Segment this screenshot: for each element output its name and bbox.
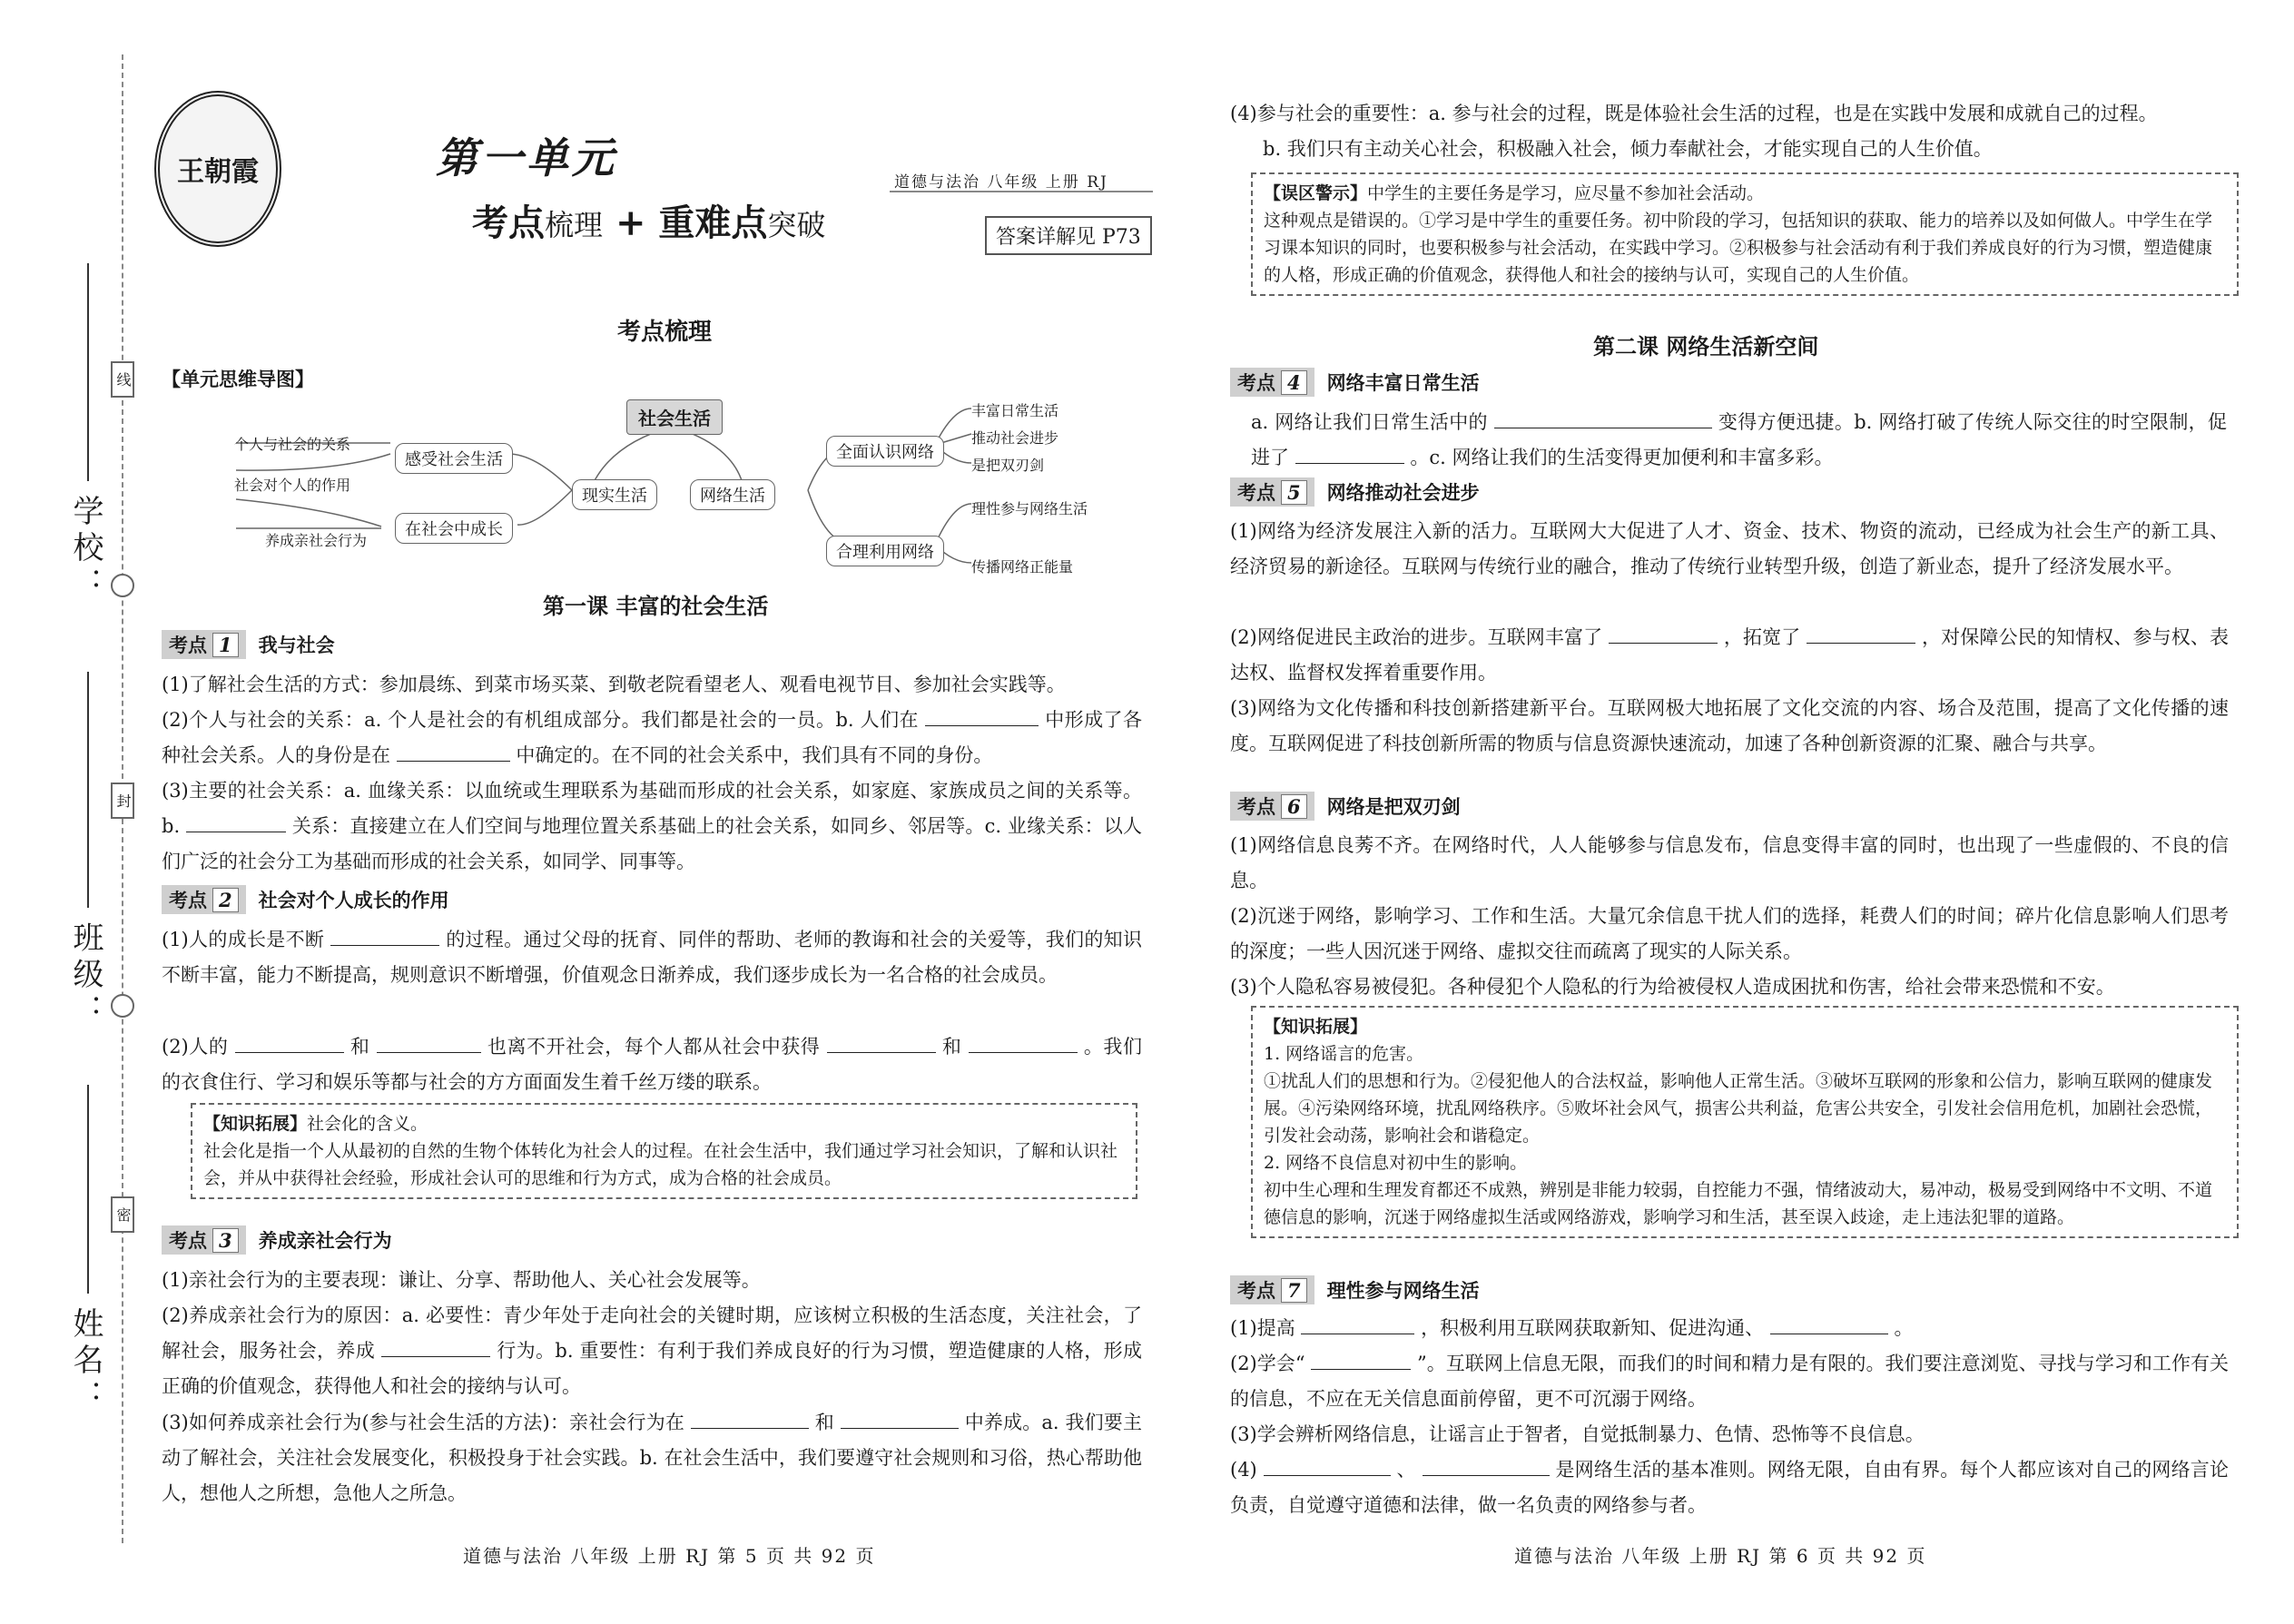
k7-p1-a: (1)提高 xyxy=(1230,1317,1295,1339)
kaodian-tag: 考点 xyxy=(169,889,207,911)
k2-p1-a: (1)人的成长是不断 xyxy=(162,929,325,950)
mindmap-rational-use: 合理利用网络 xyxy=(826,536,944,566)
k3-p3-b: 和 xyxy=(814,1412,834,1433)
k7-p1-b: ，积极利用互联网获取新知、促进沟通、 xyxy=(1421,1317,1765,1339)
kaodian-text: 我与社会 xyxy=(258,634,335,656)
fill-blank[interactable] xyxy=(381,1336,490,1357)
knowledge-box-body: 社会化是指一个人从最初的自然的生物个体转化为社会人的过程。在社会生活中，我们通过学习社会知识，了解和认识社会，并从中获得社会经验，形成社会认可的思维和行为方式，成为合格的社会成员。 xyxy=(203,1141,1118,1188)
brand-logo xyxy=(154,91,281,247)
r-para-4 xyxy=(1230,96,2229,167)
k2-p2-a: (2)人的 xyxy=(162,1036,229,1058)
class-blank[interactable] xyxy=(87,672,89,908)
k5-p2-b: ，拓宽了 xyxy=(1723,626,1801,648)
k7-para-4 xyxy=(1230,1452,2229,1523)
knowledge-box-item-4: 初中生心理和生理发育都还不成熟，辨别是非能力较弱，自控能力不强，情绪波动大，易冲动，极易受到网络中不文明、不道德信息的影响，沉迷于网络虚拟生活或网络游戏，影响学习和生活，甚至误入歧途，走上违法犯罪的道路。 xyxy=(1264,1180,2213,1227)
k4-p-c: 。c. 网络让我们的生活变得更加便利和丰富多彩。 xyxy=(1410,447,1834,468)
k7-para-2 xyxy=(1230,1346,2229,1417)
school-label: 学校： xyxy=(67,495,103,604)
name-blank[interactable] xyxy=(87,1085,89,1294)
subject-line: 道德与法治 八年级 上册 RJ xyxy=(894,173,1108,192)
kaodian-text: 养成亲社会行为 xyxy=(258,1229,392,1252)
fill-blank[interactable] xyxy=(1770,1314,1888,1334)
kaodian-num: 2 xyxy=(212,888,239,912)
k6-para-2: (2)沉迷于网络，影响学习、工作和生活。大量冗余信息干扰人们的选择，耗费人们的时间；碎片化信息影响人们思考的深度；一些人因沉迷于网络、虚拟交往而疏离了现实的人际关系。 xyxy=(1230,905,2229,962)
lesson-2-title: 第二课 网络生活新空间 xyxy=(1593,333,1819,359)
mindmap-feel-society: 感受社会生活 xyxy=(395,443,513,474)
r-p4-a: (4)参与社会的重要性：a. 参与社会的过程，既是体验社会生活的过程，也是在实践中发展和成就自己的过程。 xyxy=(1230,103,2158,124)
k3-p2-a: (2)养成亲社会行为的原因：a. 必要性：青少年处于走向社会的关键时期，应该树立积极的生活态度，关注社会，了解社会，服务社会，养成 xyxy=(162,1304,1142,1362)
kaodian-2 xyxy=(162,885,449,914)
fill-blank[interactable] xyxy=(1807,623,1915,644)
k1-para-2 xyxy=(162,703,1142,773)
k1-p3-a: (3)主要的社会关系：a. 血缘关系：以血统或生理联系为基础而形成的社会关系，如家庭、家族成员之间的关系等。b. xyxy=(162,780,1142,837)
fill-blank[interactable] xyxy=(235,1032,344,1053)
k7-p1-c: 。 xyxy=(1894,1317,1914,1339)
fill-blank[interactable] xyxy=(841,1408,959,1429)
k1-p2-a: (2)个人与社会的关系：a. 个人是社会的有机组成部分。我们都是社会的一员。b. 人们在 xyxy=(162,709,919,731)
k2-p1-b: 的过程。通过父母的抚育、同伴的帮助、老师的教诲和社会的关爱等，我们的知识不断丰富，能力不断提高，规则意识不断增强，价值观念日渐养成，我们逐步成长为一名合格的社会成员。 xyxy=(162,929,1142,986)
fill-blank[interactable] xyxy=(969,1032,1078,1053)
k7-p2-b: ”。互联网上信息无限，而我们的时间和精力是有限的。我们要注意浏览、寻找与学习和工作有关的信息，不应在无关信息面前停留，更不可沉溺于网络。 xyxy=(1230,1353,2230,1410)
mindmap-grow-in-society: 在社会中成长 xyxy=(395,513,513,544)
mindmap-leaf-2: 社会对个人的作用 xyxy=(234,477,351,494)
k5-para-3: (3)网络为文化传播和科技创新搭建新平台。互联网极大地拓展了文化交流的内容、场合及范围，提高了文化传播的速度。互联网促进了科技创新所需的物质与信息资源快速流动，加速了各种创新资源的汇聚、融合与共享。 xyxy=(1230,697,2229,754)
fill-blank[interactable] xyxy=(1423,1455,1550,1476)
title-part-a: 考点 xyxy=(472,202,545,244)
class-label: 班级： xyxy=(67,921,103,1030)
fill-blank[interactable] xyxy=(186,812,286,832)
title-part-d: 突破 xyxy=(767,208,826,242)
misconception-topic: 中学生的主要任务是学习，应尽量不参加社会活动。 xyxy=(1367,183,1765,203)
fill-blank[interactable] xyxy=(397,741,510,762)
mindmap-leaf-r2: 推动社会进步 xyxy=(971,429,1059,447)
binding-mark-line: 线 xyxy=(111,361,134,398)
kaodian-tag: 考点 xyxy=(1237,371,1275,394)
mindmap-leaf-r5: 传播网络正能量 xyxy=(971,558,1074,576)
k1-p3-b: 关系：直接建立在人们空间与地理位置关系基础上的社会关系，如同乡、邻居等。c. 业缘关系：以人们广泛的社会分工为基础而形成的社会关系，如同学、同事等。 xyxy=(162,815,1143,872)
k1-para-3 xyxy=(162,773,1142,880)
misconception-body: 这种观点是错误的。①学习是中学生的重要任务。初中阶段的学习，包括知识的获取、能力的培养以及如何做人。中学生在学习课本知识的同时，也要积极参与社会活动，在实践中学习。②积极参与社会活动有利于我们养成良好的行为习惯，塑造健康的人格，形成正确的价值观念，获得他人和社会的接纳与认可，实现自己的人生价值。 xyxy=(1264,211,2213,285)
kaodian-tag: 考点 xyxy=(1237,795,1275,818)
binding-mark-seal: 封 xyxy=(111,782,134,819)
k7-para-1 xyxy=(1230,1311,2229,1346)
mindmap-full-understand: 全面认识网络 xyxy=(826,436,944,467)
lesson-1-title: 第一课 丰富的社会生活 xyxy=(543,593,769,619)
footer-left: 道德与法治 八年级 上册 RJ 第 5 页 共 92 页 xyxy=(463,1545,876,1567)
kaodian-num: 4 xyxy=(1281,370,1307,395)
k1-p2-c: 中确定的。在不同的社会关系中，我们具有不同的身份。 xyxy=(516,744,993,766)
mindmap-leaf-r3: 是把双刃剑 xyxy=(971,457,1045,474)
knowledge-box-2 xyxy=(1251,1006,2239,1238)
knowledge-box-item-2: ①扰乱人们的思想和行为。②侵犯他人的合法权益，影响他人正常生活。③破坏互联网的形象和公信力，影响互联网的健康发展。④污染网络环境，扰乱网络秩序。⑤败坏社会风气，损害公共利益，危害公共安全，引发社会信用危机，加剧社会恐慌，引发社会动荡，影响社会和谐稳定。 xyxy=(1264,1071,2213,1146)
mindmap-root: 社会生活 xyxy=(626,399,723,435)
k3-p3-c: 中养成。a. 我们要主动了解社会，关注社会发展变化，积极投身于社会实践。b. 在社会生活中，我们要遵守社会规则和习俗，热心帮助他人，想他人之所想，急他人之所急。 xyxy=(162,1412,1142,1504)
section-title-kaodian: 考点梳理 xyxy=(617,319,713,346)
k2-para-2 xyxy=(162,1029,1142,1100)
knowledge-box-heading: 【知识拓展】 xyxy=(1264,1017,1368,1037)
kaodian-4 xyxy=(1230,368,1480,397)
k3-para-1: (1)亲社会行为的主要表现：谦让、分享、帮助他人、关心社会发展等。 xyxy=(162,1269,761,1291)
k7-para-3: (3)学会辨析网络信息，让谣言止于智者，自觉抵制暴力、色情、恐怖等不良信息。 xyxy=(1230,1423,1925,1445)
kaodian-text: 社会对个人成长的作用 xyxy=(258,889,449,911)
fill-blank[interactable] xyxy=(827,1032,936,1053)
logo-text: 王朝霞 xyxy=(177,156,259,188)
mindmap-label: 【单元思维导图】 xyxy=(162,368,314,390)
k3-p3-a: (3)如何养成亲社会行为(参与社会生活的方法)：亲社会行为在 xyxy=(162,1412,685,1433)
mindmap-real-life: 现实生活 xyxy=(572,479,657,510)
r-p4-b: b. 我们只有主动关心社会，积极融入社会，倾力奉献社会，才能实现自己的人生价值。 xyxy=(1263,138,1993,160)
misconception-box xyxy=(1251,172,2239,296)
kaodian-text: 网络丰富日常生活 xyxy=(1326,371,1480,394)
knowledge-box-item-3: 2. 网络不良信息对初中生的影响。 xyxy=(1264,1153,1528,1173)
title-plus: + xyxy=(615,202,646,244)
mindmap-leaf-r1: 丰富日常生活 xyxy=(971,402,1059,419)
k7-p4-b: 、 xyxy=(1396,1459,1416,1481)
kaodian-6 xyxy=(1230,792,1461,821)
k6-para-3: (3)个人隐私容易被侵犯。各种侵犯个人隐私的行为给被侵权人造成困扰和伤害，给社会带来恐慌和不安。 xyxy=(1230,976,2115,998)
k4-p-a: a. 网络让我们日常生活中的 xyxy=(1251,411,1488,433)
kaodian-text: 网络是把双刃剑 xyxy=(1326,795,1461,818)
k5-p2-c: ，对保障公民的知情权、参与权、表达权、监督权发挥着重要作用。 xyxy=(1230,626,2229,684)
kaodian-tag: 考点 xyxy=(1237,481,1275,504)
knowledge-box-heading: 【知识拓展】 xyxy=(203,1114,308,1134)
kaodian-5 xyxy=(1230,477,1480,507)
k1-para-1: (1)了解社会生活的方式：参加晨练、到菜市场买菜、到敬老院看望老人、观看电视节目、参加社会实践等。 xyxy=(162,674,1066,695)
misconception-heading: 【误区警示】 xyxy=(1264,183,1368,203)
kaodian-tag: 考点 xyxy=(169,634,207,656)
answer-reference: 答案详解见 P73 xyxy=(985,216,1152,255)
kaodian-num: 7 xyxy=(1281,1278,1307,1303)
kaodian-text: 理性参与网络生活 xyxy=(1326,1279,1480,1302)
kaodian-3 xyxy=(162,1225,392,1255)
fill-blank[interactable] xyxy=(1609,623,1718,644)
k5-para-1: (1)网络为经济发展注入新的活力。互联网大大促进了人才、资金、技术、物资的流动，已经成为社会生产的新工具、经济贸易的新途径。互联网与传统行业的融合，推动了传统行业转型升级，创造了新业态，提升了经济发展水平。 xyxy=(1230,520,2229,577)
knowledge-box-topic: 社会化的含义。 xyxy=(307,1114,428,1134)
unit-title: 第一单元 xyxy=(436,133,617,182)
k6-para-1: (1)网络信息良莠不齐。在网络时代，人人能够参与信息发布，信息变得丰富的同时，也出现了一些虚假的、不良的信息。 xyxy=(1230,834,2229,891)
k2-p2-d: 和 xyxy=(941,1036,962,1058)
knowledge-box-1 xyxy=(191,1103,1137,1199)
k7-p4-a: (4) xyxy=(1230,1459,1257,1481)
k4-para xyxy=(1251,405,2227,476)
fill-blank[interactable] xyxy=(691,1408,809,1429)
title-part-b: 梳理 xyxy=(545,208,604,242)
kaodian-7 xyxy=(1230,1275,1480,1304)
k2-p2-b: 和 xyxy=(350,1036,370,1058)
fill-blank[interactable] xyxy=(330,925,439,946)
kaodian-text: 网络推动社会进步 xyxy=(1326,481,1480,504)
fill-blank[interactable] xyxy=(377,1032,481,1053)
kaodian-1 xyxy=(162,630,335,659)
fill-blank[interactable] xyxy=(1311,1349,1411,1370)
fill-blank[interactable] xyxy=(1264,1455,1391,1476)
kaodian-num: 5 xyxy=(1281,480,1307,505)
k3-p2-b: 行为。b. 重要性：有利于我们养成良好的行为习惯，塑造健康的人格，形成正确的价值观念，获得他人和社会的接纳与认可。 xyxy=(162,1340,1143,1397)
k7-p4-c: 是网络生活的基本准则。网络无限，自由有界。每个人都应该对自己的网络言论负责，自觉遵守道德和法律，做一名负责的网络参与者。 xyxy=(1230,1459,2229,1516)
mindmap-leaf-3: 养成亲社会行为 xyxy=(265,532,368,549)
kaodian-tag: 考点 xyxy=(1237,1279,1275,1302)
fill-blank[interactable] xyxy=(1301,1314,1414,1334)
k2-para-1 xyxy=(162,922,1142,993)
mindmap-net-life: 网络生活 xyxy=(690,479,775,510)
k3-para-3 xyxy=(162,1405,1142,1511)
kaodian-num: 1 xyxy=(212,633,239,657)
binding-circle-2 xyxy=(111,994,134,1018)
school-blank[interactable] xyxy=(87,263,89,481)
fill-blank[interactable] xyxy=(925,705,1039,726)
k3-para-2 xyxy=(162,1298,1142,1404)
k5-para-2 xyxy=(1230,620,2229,691)
kaodian-num: 3 xyxy=(212,1228,239,1253)
binding-circle-1 xyxy=(111,574,134,597)
k2-p2-c: 也离不开社会，每个人都从社会中获得 xyxy=(487,1036,821,1058)
fill-blank[interactable] xyxy=(1494,408,1712,428)
kaodian-num: 6 xyxy=(1281,794,1307,819)
footer-right: 道德与法治 八年级 上册 RJ 第 6 页 共 92 页 xyxy=(1514,1545,1927,1567)
page-title xyxy=(472,194,825,246)
k4-p-b: 变得方便迅捷。b. 网络打破了传统人际交往的时空限制，促进了 xyxy=(1251,411,2227,468)
mindmap-leaf-r4: 理性参与网络生活 xyxy=(971,500,1088,517)
knowledge-box-item-1: 1. 网络谣言的危害。 xyxy=(1264,1044,1424,1064)
fill-blank[interactable] xyxy=(1295,443,1404,464)
name-label: 姓名： xyxy=(67,1307,103,1416)
title-part-c: 重难点 xyxy=(658,202,768,244)
k7-p2-a: (2)学会“ xyxy=(1230,1353,1305,1374)
k1-p2-b: 中形成了各种社会关系。人的身份是在 xyxy=(162,709,1142,766)
k5-p2-a: (2)网络促进民主政治的进步。互联网丰富了 xyxy=(1230,626,1603,648)
k2-p2-e: 。我们的衣食住行、学习和娱乐等都与社会的方方面面发生着千丝万缕的联系。 xyxy=(162,1036,1142,1093)
binding-mark-close: 密 xyxy=(111,1196,134,1233)
mindmap-leaf-1: 个人与社会的关系 xyxy=(234,436,351,453)
kaodian-tag: 考点 xyxy=(169,1229,207,1252)
